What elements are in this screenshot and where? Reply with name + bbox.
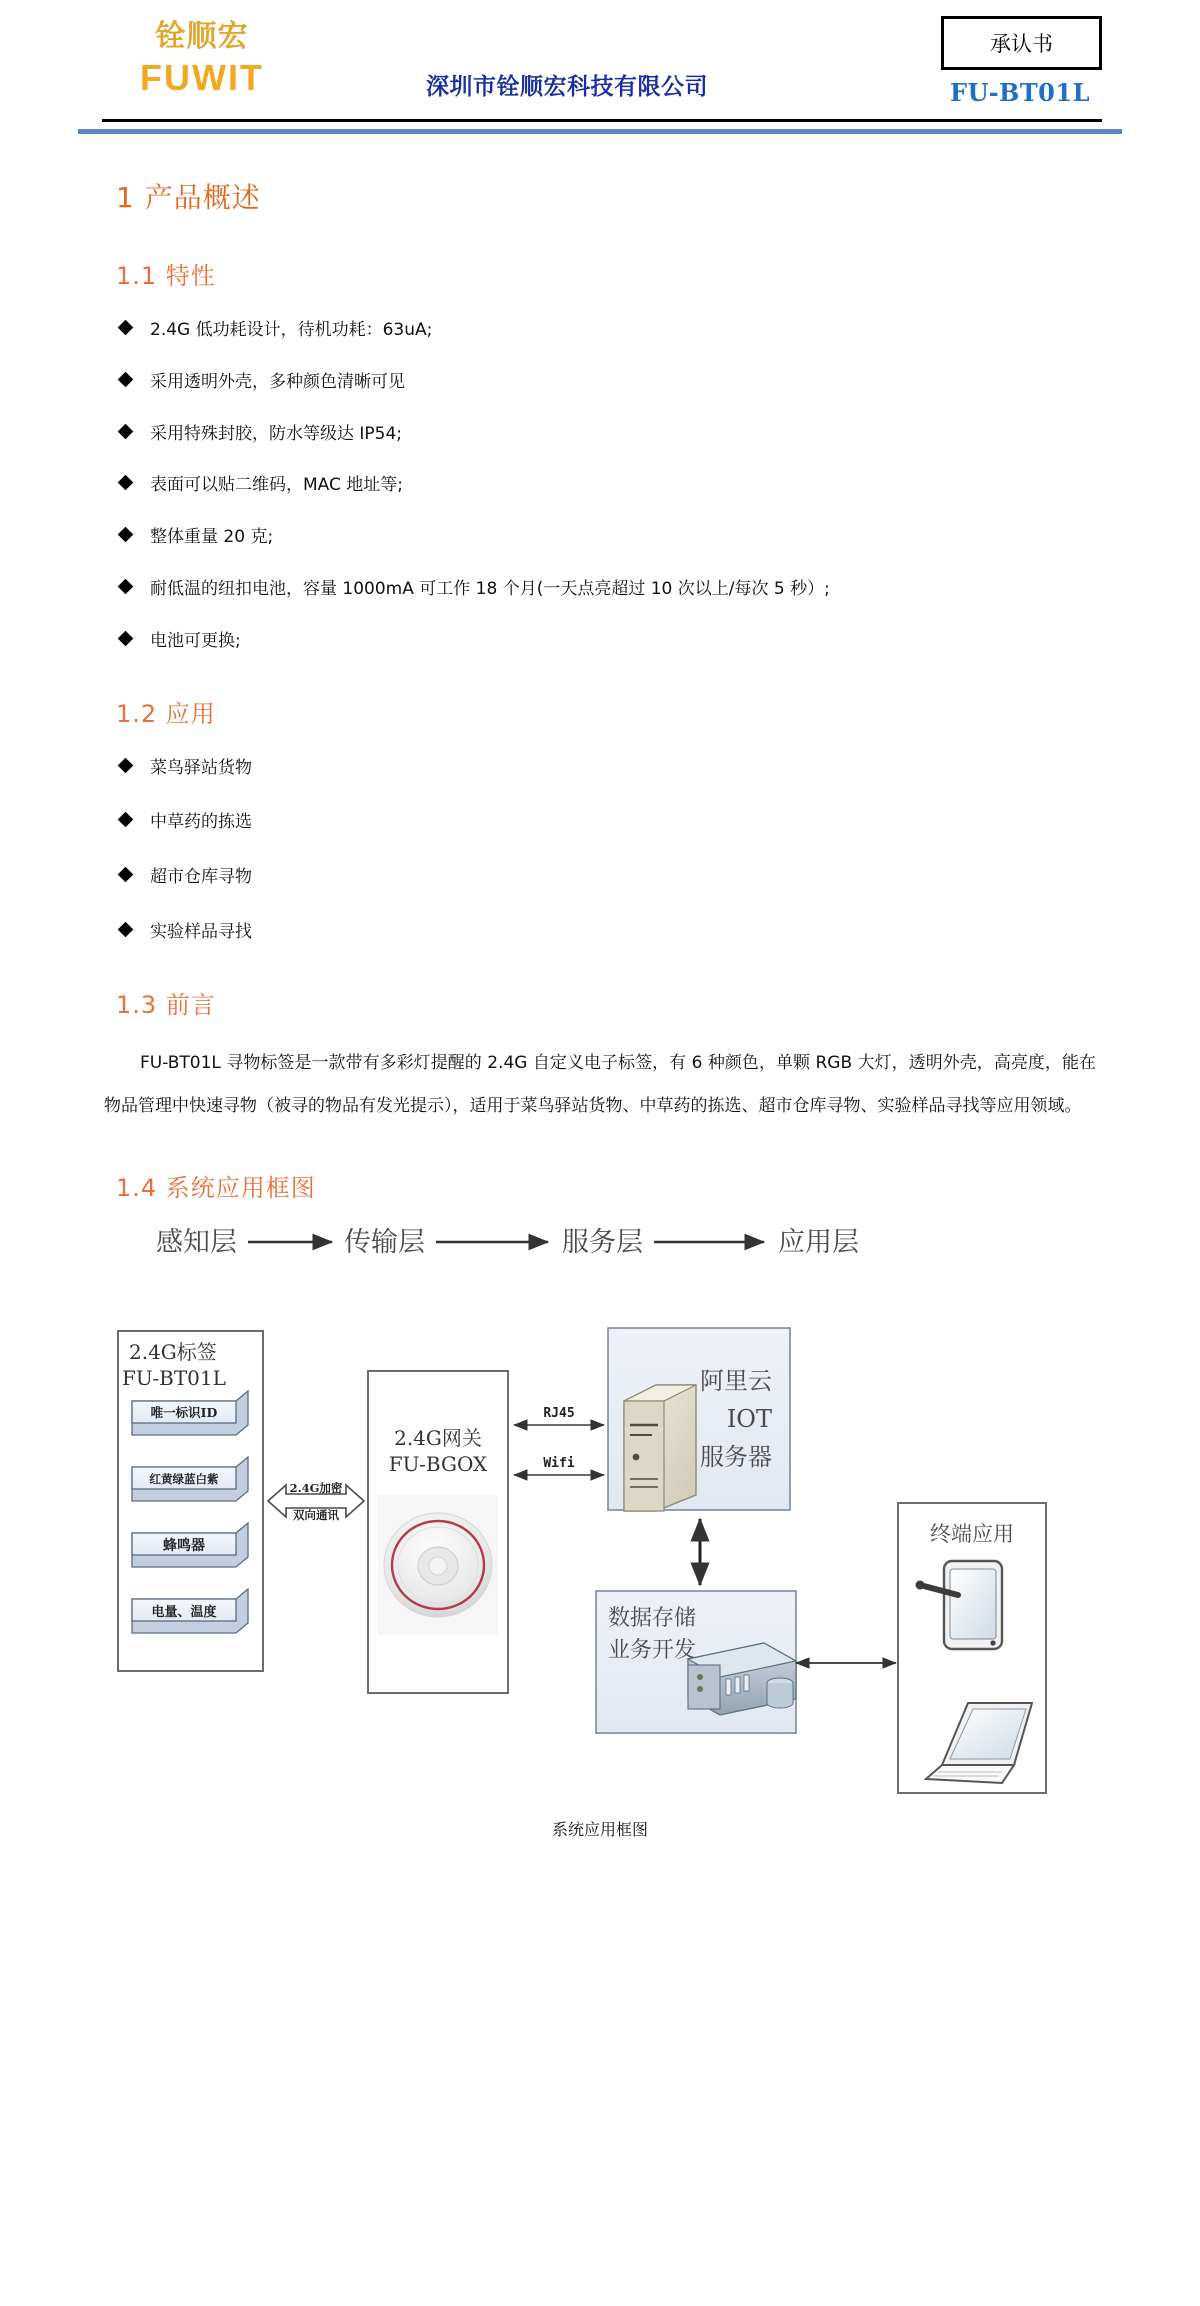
list-item-label: 电池可更换; bbox=[150, 630, 241, 651]
header-rule-thin bbox=[102, 119, 1102, 122]
layer-label-0: 感知层 bbox=[156, 1227, 237, 1259]
section-heading-applications: 1.2 应用 bbox=[116, 699, 216, 728]
link-label-encryption: 2.4G加密 bbox=[289, 1481, 343, 1496]
gateway-title-1: 2.4G网关 bbox=[394, 1426, 482, 1451]
tag-item-label: 红黄绿蓝白紫 bbox=[149, 1472, 219, 1487]
tag-item-label: 蜂鸣器 bbox=[163, 1538, 205, 1555]
list-item-label: 菜鸟驿站货物 bbox=[150, 757, 252, 778]
company-logo bbox=[102, 19, 302, 98]
list-item bbox=[96, 630, 1104, 654]
document-header bbox=[96, 16, 1104, 134]
storage-label-1: 数据存储 bbox=[608, 1606, 697, 1632]
features-list bbox=[96, 319, 1104, 654]
server-label-2: IOT bbox=[726, 1405, 772, 1434]
layer-label-2: 服务层 bbox=[562, 1227, 643, 1259]
chapter-heading: 1 产品概述 bbox=[116, 181, 261, 214]
list-item bbox=[96, 526, 1104, 550]
diamond-bullet-icon bbox=[118, 579, 134, 595]
link-wifi bbox=[514, 1456, 604, 1475]
link-tag-gateway bbox=[268, 1481, 364, 1522]
list-item-label: 耐低温的纽扣电池，容量 1000mA 可工作 18 个月(一天点亮超过 10 次以上/每次 5 秒）; bbox=[150, 578, 830, 599]
link-rj45 bbox=[514, 1406, 604, 1425]
tag-item-label: 唯一标识ID bbox=[150, 1405, 218, 1421]
list-item bbox=[96, 423, 1104, 447]
preface-paragraph: FU-BT01L 寻物标签是一款带有多彩灯提醒的 2.4G 自定义电子标签，有 6 种颜色，单颗 RGB 大灯，透明外壳，高亮度，能在物品管理中快速寻物（被寻的物品有发光提示），适用于菜鸟驿站货物、中草药的拣选、超市仓库寻物、实验样品寻找等应用领域。 bbox=[104, 1052, 1096, 1117]
list-item bbox=[96, 578, 1104, 602]
gateway-device-photo bbox=[378, 1495, 498, 1635]
tag-box-title-2: FU-BT01L bbox=[122, 1366, 226, 1391]
list-item-label: 2.4G 低功耗设计，待机功耗：63uA; bbox=[150, 320, 433, 340]
diamond-bullet-icon bbox=[118, 320, 134, 336]
gateway-box bbox=[368, 1371, 508, 1693]
diagram-canvas bbox=[96, 1213, 1104, 1813]
list-item bbox=[96, 474, 1104, 498]
server-tower-icon bbox=[624, 1385, 696, 1511]
tag-box-title-1: 2.4G标签 bbox=[129, 1340, 217, 1365]
storage-box bbox=[596, 1591, 796, 1733]
diamond-bullet-icon bbox=[118, 631, 134, 647]
list-item bbox=[96, 921, 1104, 945]
document-type-badge: 承认书 bbox=[941, 16, 1102, 70]
section-heading-features: 1.1 特性 bbox=[116, 262, 216, 290]
list-item-label: 实验样品寻找 bbox=[150, 921, 252, 942]
diamond-bullet-icon bbox=[118, 527, 134, 543]
diamond-bullet-icon bbox=[118, 757, 134, 773]
list-item bbox=[96, 866, 1104, 890]
logo-english-text: FUWIT bbox=[140, 57, 264, 98]
server-label-1: 阿里云 bbox=[700, 1367, 772, 1396]
list-item bbox=[96, 811, 1104, 835]
list-item bbox=[96, 371, 1104, 395]
diamond-bullet-icon bbox=[118, 372, 134, 388]
diamond-bullet-icon bbox=[118, 475, 134, 491]
tag-item-label: 电量、温度 bbox=[151, 1605, 217, 1621]
terminal-box bbox=[898, 1503, 1046, 1793]
list-item-label: 整体重量 20 克; bbox=[150, 527, 274, 548]
link-label-rj45: RJ45 bbox=[543, 1406, 575, 1422]
company-name: 深圳市铨顺宏科技有限公司 bbox=[426, 74, 708, 100]
list-item-label: 超市仓库寻物 bbox=[150, 867, 252, 888]
list-item-label: 表面可以贴二维码，MAC 地址等; bbox=[150, 475, 403, 496]
tag-box bbox=[118, 1331, 263, 1671]
link-label-bidirectional: 双向通讯 bbox=[293, 1508, 339, 1523]
layer-flow-row bbox=[156, 1227, 859, 1258]
diamond-bullet-icon bbox=[118, 867, 134, 883]
diamond-bullet-icon bbox=[118, 423, 134, 439]
list-item-label: 中草药的拣选 bbox=[150, 812, 252, 833]
list-item-label: 采用特殊封胶，防水等级达 IP54; bbox=[150, 423, 403, 444]
section-heading-preface: 1.3 前言 bbox=[116, 990, 216, 1019]
list-item-label: 采用透明外壳，多种颜色清晰可见 bbox=[150, 371, 405, 392]
applications-list bbox=[96, 757, 1104, 945]
figure-caption: 系统应用框图 bbox=[551, 1820, 648, 1840]
list-item bbox=[96, 319, 1104, 343]
layer-label-1: 传输层 bbox=[344, 1227, 425, 1259]
document-page bbox=[0, 16, 1200, 2306]
terminal-title: 终端应用 bbox=[930, 1522, 1014, 1547]
list-item bbox=[96, 757, 1104, 781]
diamond-bullet-icon bbox=[118, 812, 134, 828]
section-heading-framework: 1.4 系统应用框图 bbox=[116, 1174, 316, 1203]
server-box bbox=[608, 1328, 790, 1511]
product-model-number: FU-BT01L bbox=[950, 78, 1090, 107]
header-rule-thick bbox=[78, 129, 1122, 134]
layer-label-3: 应用层 bbox=[778, 1227, 859, 1259]
diamond-bullet-icon bbox=[118, 922, 134, 938]
logo-chinese-text: 铨顺宏 bbox=[155, 19, 249, 54]
server-label-3: 服务器 bbox=[700, 1443, 772, 1472]
system-framework-diagram bbox=[96, 1213, 1104, 1840]
storage-label-2: 业务开发 bbox=[608, 1638, 697, 1664]
link-label-wifi: Wifi bbox=[543, 1456, 575, 1472]
gateway-title-2: FU-BGOX bbox=[388, 1452, 488, 1477]
